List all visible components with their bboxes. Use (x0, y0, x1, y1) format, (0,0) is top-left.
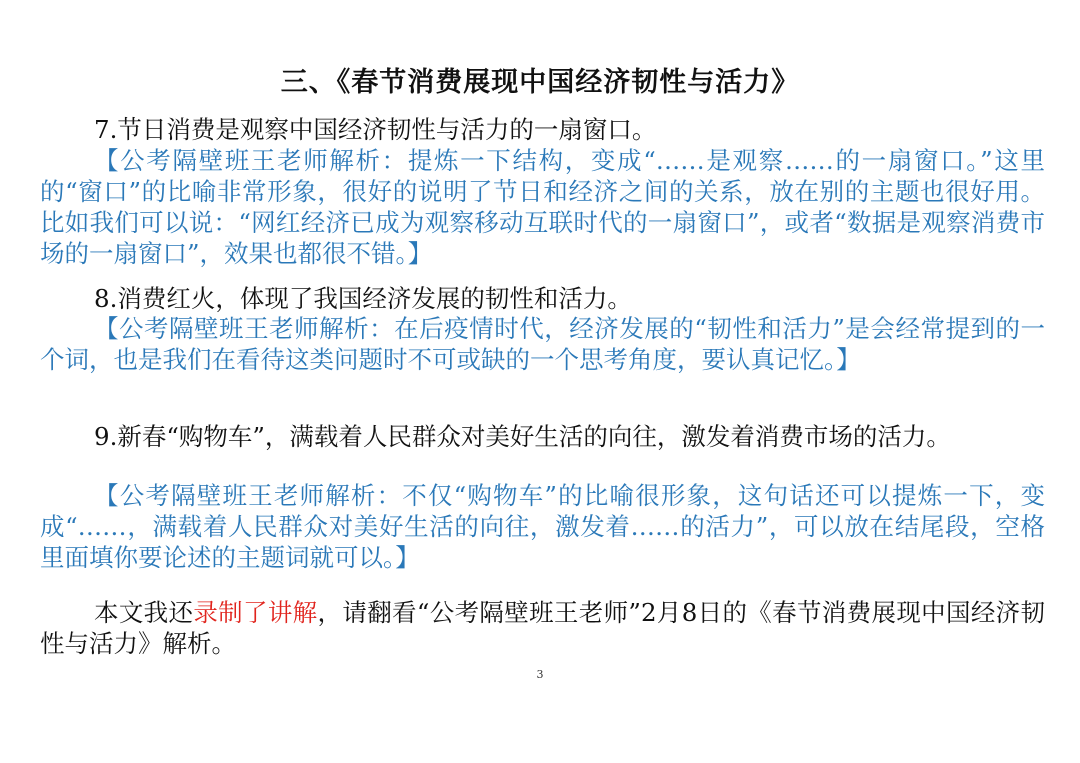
page-number: 3 (536, 668, 544, 681)
sentence-7: 7.节日消费是观察中国经济韧性与活力的一扇窗口。 (94, 115, 657, 144)
sentence-8: 8.消费红火，体现了我国经济发展的韧性和活力。 (94, 284, 632, 313)
closing-highlight: 录制了讲解 (193, 598, 318, 627)
closing-paragraph (40, 597, 1045, 659)
analysis-9: 【公考隔壁班王老师解析：不仅“购物车”的比喻很形象，这句话还可以提炼一下，变成“……，满载着人民群众对美好生活的向往，激发着……的活力”，可以放在结尾段，空格里面填你要论述的主题词就可以。】 (40, 481, 1045, 572)
section-title: 三、《春节消费展现中国经济韧性与活力》 (280, 67, 800, 98)
closing-text-start: 本文我还 (94, 598, 194, 627)
analysis-8: 【公考隔壁班王老师解析：在后疫情时代，经济发展的“韧性和活力”是会经常提到的一个词，也是我们在看待这类问题时不可或缺的一个思考角度，要认真记忆。】 (40, 314, 1045, 374)
analysis-7: 【公考隔壁班王老师解析：提炼一下结构，变成“……是观察……的一扇窗口。”这里的“窗口”的比喻非常形象，很好的说明了节日和经济之间的关系，放在别的主题也很好用。比如我们可以说：“网红经济已成为观察移动互联时代的一扇窗口”，或者“数据是观察消费市场的一扇窗口”，效果也都很不错。】 (40, 146, 1045, 268)
closing-text-end: ，请翻看“公考隔壁班王老师”2月8日的《春节消费展现中国经济韧性与活力》解析。 (40, 598, 1045, 658)
sentence-9: 9.新春“购物车”，满载着人民群众对美好生活的向往，激发着消费市场的活力。 (94, 422, 951, 451)
